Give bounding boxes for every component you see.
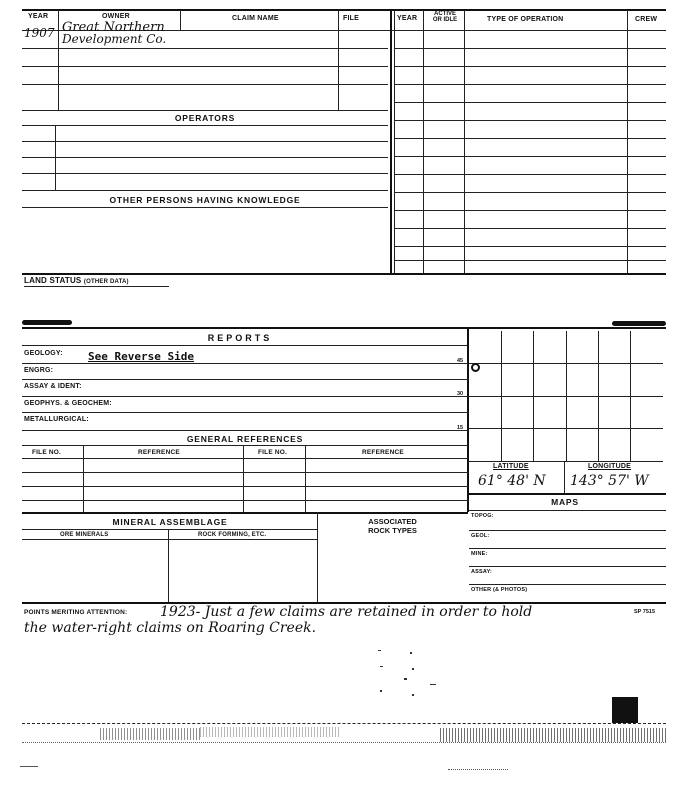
operators-row-line — [22, 157, 388, 158]
scan-speck — [380, 666, 383, 667]
report-row-line — [22, 430, 468, 431]
mark-30: 30 — [457, 391, 464, 397]
gen-ref-row-line — [22, 486, 468, 487]
report-row-line — [22, 396, 468, 397]
file-header: FILE — [343, 15, 359, 22]
scan-speck — [412, 668, 414, 670]
file-no-header-1: FILE NO. — [32, 449, 62, 456]
gen-ref-header-line — [22, 445, 468, 446]
file-no-header-2: FILE NO. — [258, 449, 288, 456]
col-line-year2 — [423, 10, 424, 274]
report-row-line — [22, 379, 468, 380]
mark-45: 45 — [457, 358, 464, 364]
year-header: YEAR — [28, 13, 49, 20]
reference-header-2: REFERENCE — [362, 449, 404, 456]
operation-row-line — [394, 260, 666, 261]
report-row-line — [22, 412, 468, 413]
active-idle-header: ACTIVE OR IDLE — [432, 11, 458, 23]
associated-rock-types-heading: ASSOCIATED ROCK TYPES — [368, 517, 417, 535]
reports-top-line — [22, 327, 666, 329]
col-line-year — [58, 10, 59, 110]
mineral-header-line — [22, 529, 317, 530]
operation-row-line — [394, 66, 666, 67]
operators-row-line — [22, 125, 388, 126]
operators-row-line — [22, 141, 388, 142]
col-line-type — [627, 10, 628, 274]
location-grid — [469, 331, 663, 461]
points-label: POINTS MERITING ATTENTION: — [24, 609, 128, 616]
rock-forming-header: ROCK FORMING, ETC. — [198, 532, 267, 538]
mineral-subheader-line — [22, 539, 317, 540]
col-line-active — [464, 10, 465, 274]
scan-speck — [404, 678, 407, 680]
scan-speck — [430, 684, 436, 685]
other-persons-heading: OTHER PERSONS HAVING KNOWLEDGE — [109, 195, 301, 205]
gen-ref-col-line — [83, 445, 84, 512]
operation-row-line — [394, 120, 666, 121]
type-of-operation-header: TYPE OF OPERATION — [487, 16, 564, 23]
geology-value: See Reverse Side — [88, 350, 194, 363]
metallurgical-label: METALLURGICAL: — [24, 416, 89, 423]
col-line-file-inner — [394, 10, 395, 274]
operators-row-line — [22, 190, 388, 191]
geol-label: GEOL: — [471, 533, 490, 539]
mark-15: 15 — [457, 425, 464, 431]
scan-speck — [380, 690, 382, 692]
scan-noise — [200, 727, 340, 737]
operators-row-line — [22, 173, 388, 174]
mineral-assemblage-heading: MINERAL ASSEMBLAGE — [112, 517, 228, 527]
land-status-top-line — [22, 273, 666, 275]
punch-mark-right — [612, 321, 666, 326]
reference-header-1: REFERENCE — [138, 449, 180, 456]
gen-ref-row-line — [22, 472, 468, 473]
scan-speck — [448, 769, 508, 771]
gen-ref-bottom-line — [22, 512, 468, 514]
other-persons-line — [22, 207, 388, 208]
owner-row-line — [22, 66, 388, 67]
location-marker-icon — [471, 363, 480, 372]
owner-name-line2: Development Co. — [62, 32, 167, 46]
operation-row-line — [394, 156, 666, 157]
owner-row-line — [22, 110, 388, 111]
gen-ref-col-line — [243, 445, 244, 512]
reports-header-line — [22, 345, 468, 346]
latitude-label: LATITUDE — [493, 463, 529, 470]
maps-header-line — [469, 510, 666, 511]
bottom-dotted-line — [22, 742, 666, 743]
assay-label: ASSAY & IDENT: — [24, 383, 82, 390]
owner-year-entry: 1907 — [24, 26, 55, 40]
operators-heading: OPERATORS — [174, 113, 236, 123]
operation-row-line — [394, 246, 666, 247]
punch-mark-left — [22, 320, 72, 325]
scan-speck — [378, 650, 381, 651]
scan-speck — [20, 766, 38, 767]
gen-ref-col-line — [305, 445, 306, 512]
col-line-owner — [180, 10, 181, 30]
scan-speck — [410, 652, 412, 654]
associated-col-line — [317, 512, 318, 602]
operation-row-line — [394, 138, 666, 139]
operation-row-line — [394, 48, 666, 49]
points-line2: the water-right claims on Roaring Creek. — [24, 620, 317, 636]
scan-noise — [440, 728, 666, 742]
ore-minerals-header: ORE MINERALS — [60, 532, 109, 538]
latitude-value: 61° 48' N — [478, 473, 546, 489]
maps-row-line — [469, 584, 666, 585]
operation-row-line — [394, 84, 666, 85]
maps-row-line — [469, 566, 666, 567]
engrg-label: ENGRG: — [24, 367, 54, 374]
operators-col-line — [55, 125, 56, 190]
mine-label: MINE: — [471, 551, 488, 557]
maps-heading: MAPS — [551, 497, 579, 507]
geology-label: GEOLOGY: — [24, 350, 63, 357]
maps-row-line — [469, 548, 666, 549]
topog-label: TOPOG: — [471, 513, 494, 519]
col-line-claim — [338, 10, 339, 110]
crew-header: CREW — [635, 16, 658, 23]
operation-row-line — [394, 102, 666, 103]
maps-top-line — [469, 493, 666, 495]
gen-ref-row-line — [22, 500, 468, 501]
bottom-dashed-line — [22, 723, 666, 724]
owner-row-line — [22, 84, 388, 85]
operation-row-line — [394, 210, 666, 211]
general-references-heading: GENERAL REFERENCES — [186, 434, 304, 444]
top-border — [22, 9, 666, 11]
owner-header: OWNER — [102, 13, 130, 20]
geophys-label: GEOPHYS. & GEOCHEM: — [24, 400, 112, 407]
scan-speck — [412, 694, 414, 696]
operation-row-line — [394, 228, 666, 229]
claim-name-header: CLAIM NAME — [232, 15, 279, 22]
report-row-line — [22, 363, 468, 364]
assay-map-label: ASSAY: — [471, 569, 493, 575]
form-number: SP 7515 — [634, 609, 656, 615]
owner-row-line — [22, 48, 388, 49]
other-photos-label: OTHER (& PHOTOS) — [471, 587, 528, 593]
reports-heading: REPORTS — [207, 333, 273, 343]
lat-long-divider — [564, 461, 565, 493]
scan-block-mark — [612, 697, 638, 723]
gen-ref-row-line — [22, 458, 468, 459]
longitude-value: 143° 57' W — [570, 473, 649, 489]
points-line1: 1923- Just a few claims are retained in order to hold — [160, 604, 533, 620]
operation-row-line — [394, 174, 666, 175]
land-status-label: LAND STATUS (OTHER DATA) — [24, 276, 129, 285]
scan-noise — [100, 728, 200, 740]
maps-row-line — [469, 530, 666, 531]
longitude-label: LONGITUDE — [588, 463, 632, 470]
land-status-underline — [24, 286, 169, 287]
col-line-file — [390, 10, 392, 274]
owner-name-line1: Great Northern — [62, 20, 165, 35]
operation-row-line — [394, 192, 666, 193]
year2-header: YEAR — [397, 15, 418, 22]
mineral-col-line — [168, 529, 169, 602]
